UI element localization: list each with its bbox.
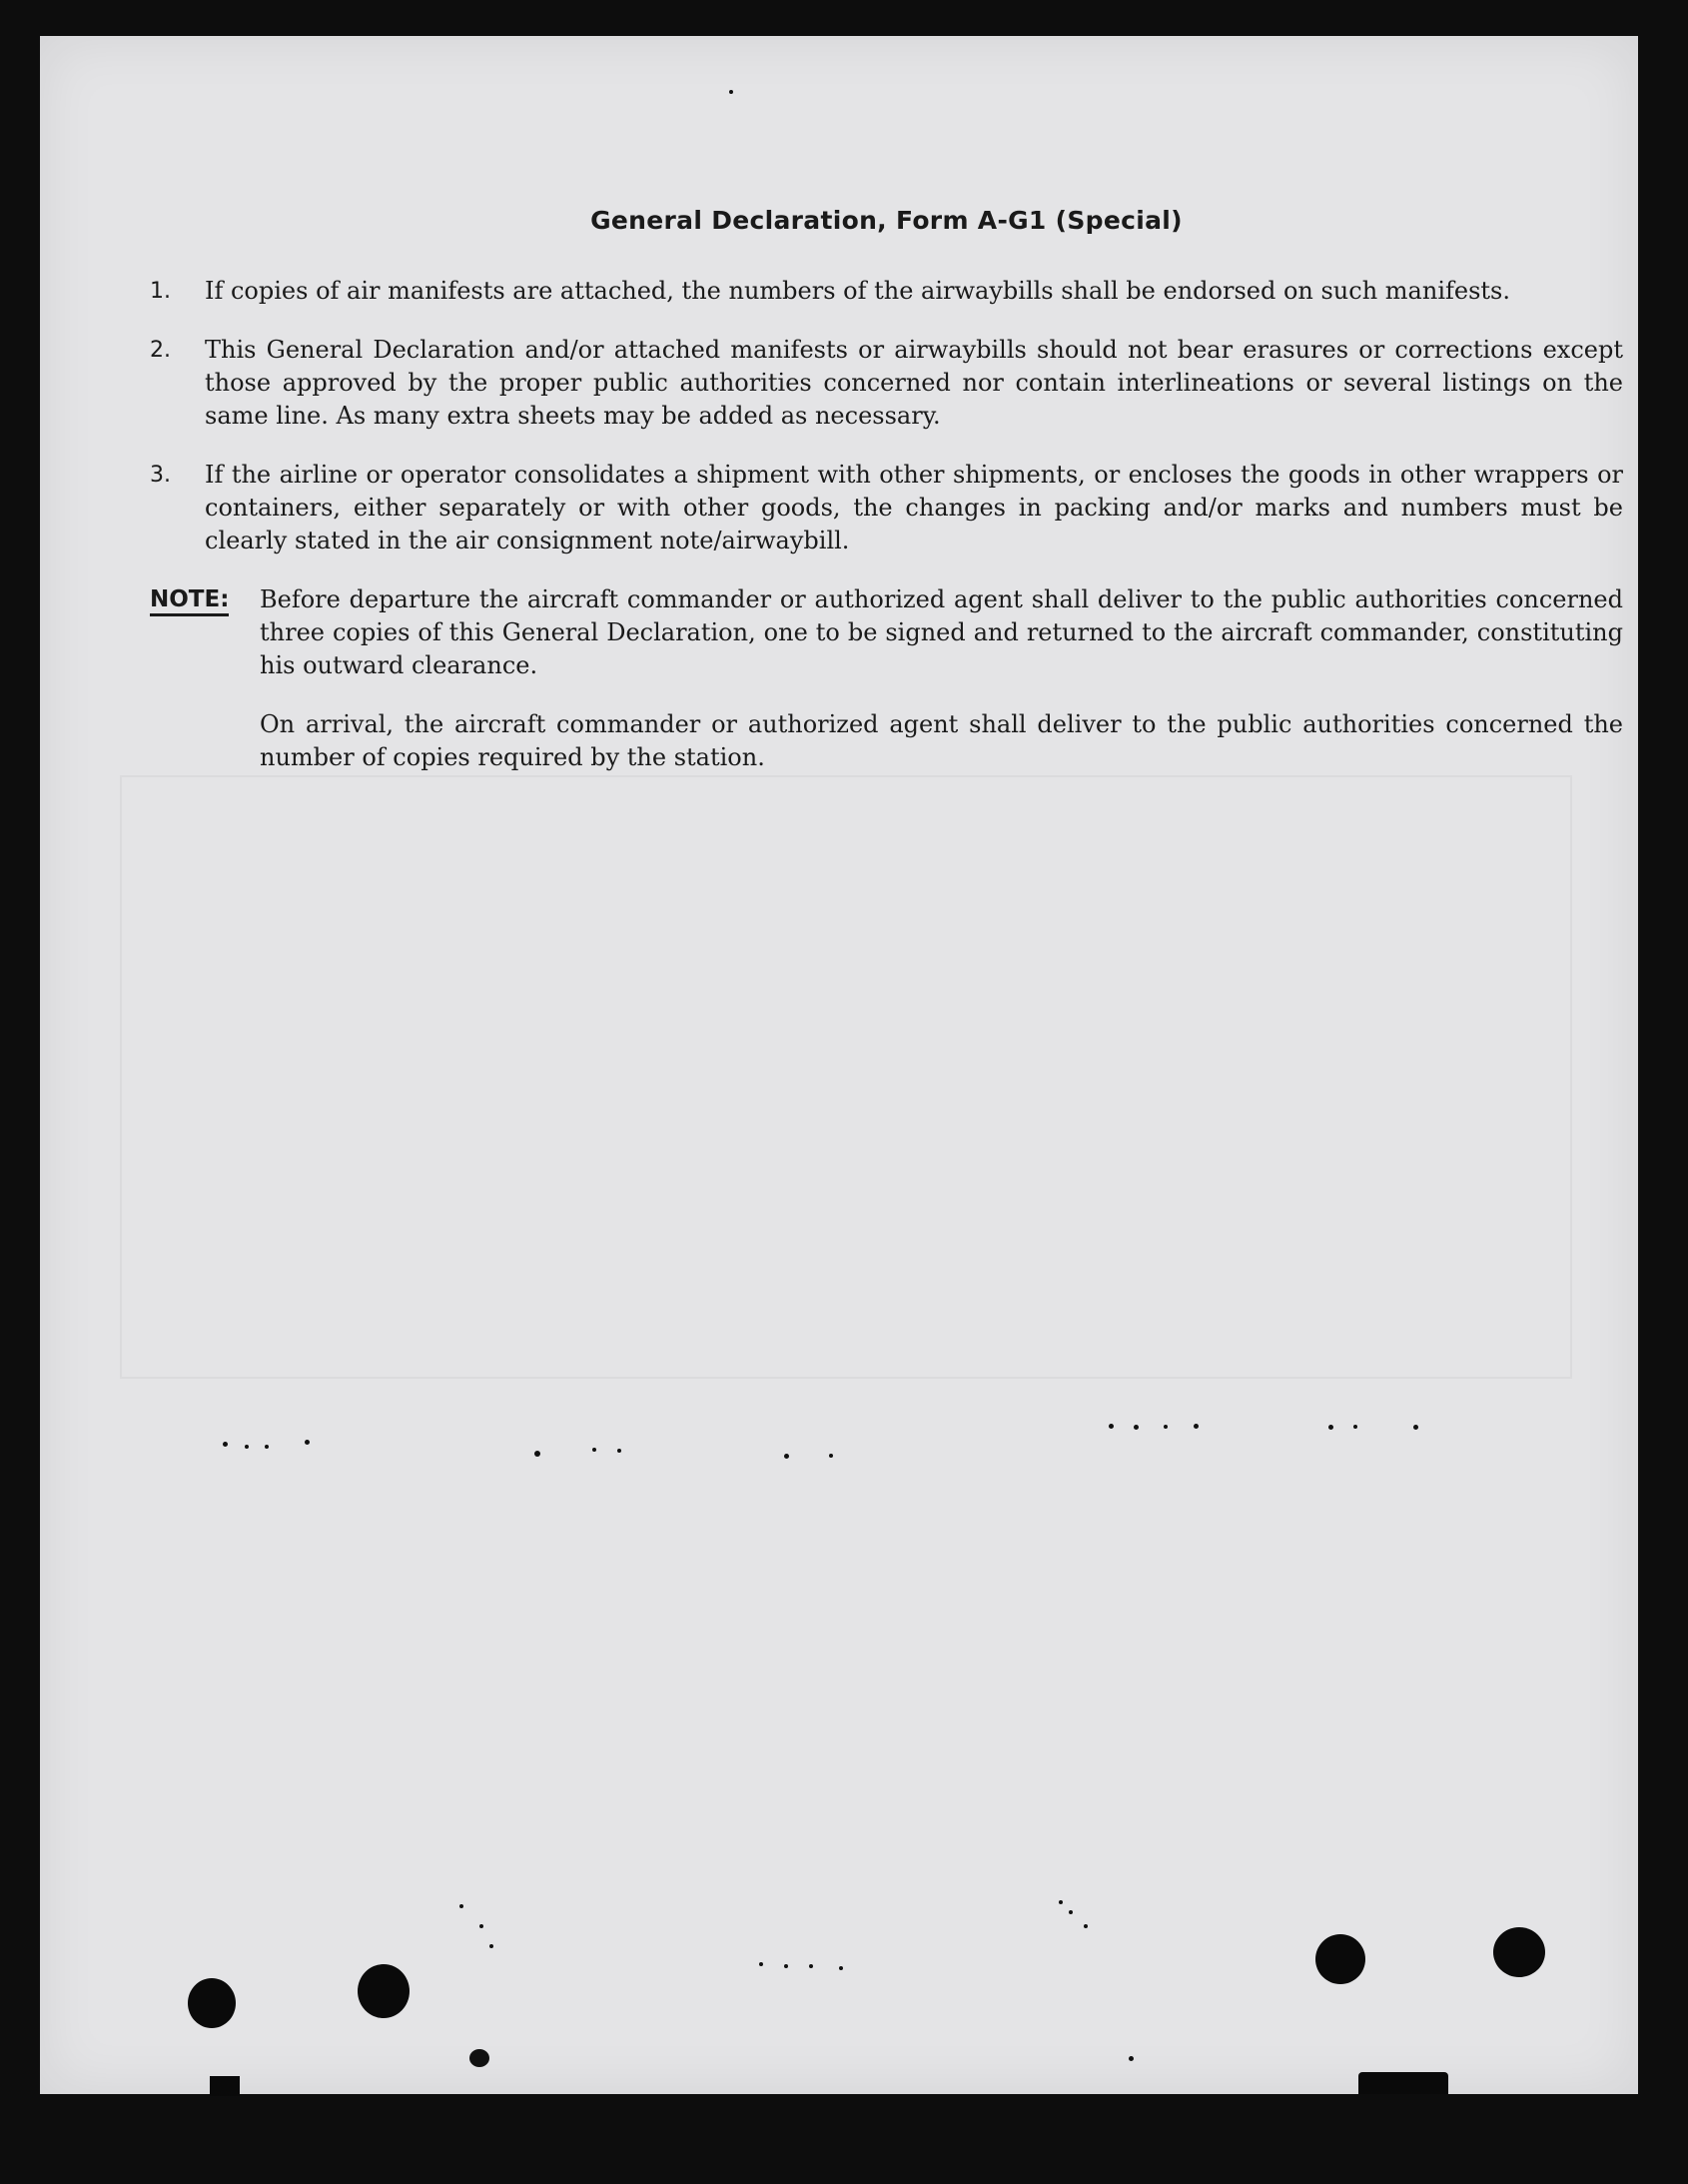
ink-speck bbox=[759, 1962, 763, 1966]
item-number: 2. bbox=[150, 338, 171, 363]
ink-speck bbox=[1069, 1910, 1073, 1914]
ink-speck bbox=[784, 1454, 789, 1459]
note-block bbox=[150, 583, 1623, 800]
scan-edge-artifact bbox=[210, 2076, 240, 2096]
ink-speck bbox=[305, 1440, 310, 1445]
ink-speck bbox=[829, 1454, 833, 1458]
note-paragraph: Before departure the aircraft commander or authorized agent shall deliver to the public authorities concerned three copies of this General Declaration, one to be signed and returned to the aircraft commander, constituting his outward clearance. bbox=[260, 585, 1623, 679]
ink-speck bbox=[459, 1904, 463, 1908]
ink-speck bbox=[1059, 1900, 1063, 1904]
instruction-item bbox=[150, 275, 1623, 308]
ink-speck bbox=[534, 1451, 540, 1457]
note-paragraph: On arrival, the aircraft commander or authorized agent shall deliver to the public authorities concerned the number of copies required by the station. bbox=[260, 710, 1623, 771]
item-number: 1. bbox=[150, 279, 171, 304]
document-page bbox=[40, 36, 1638, 2094]
ink-speck bbox=[1134, 1425, 1139, 1430]
ink-speck bbox=[1109, 1424, 1114, 1429]
ink-speck bbox=[265, 1445, 269, 1449]
ink-speck bbox=[784, 1964, 788, 1968]
instruction-item bbox=[150, 459, 1623, 557]
ink-speck bbox=[1164, 1425, 1168, 1429]
page-title: General Declaration, Form A-G1 (Special) bbox=[590, 206, 1183, 235]
ink-speck bbox=[592, 1448, 596, 1452]
ink-speck bbox=[809, 1964, 813, 1968]
ink-speck bbox=[1353, 1425, 1357, 1429]
note-label: NOTE: bbox=[150, 583, 260, 800]
punch-hole bbox=[358, 1964, 410, 2018]
ink-speck bbox=[223, 1442, 228, 1447]
ink-speck bbox=[1084, 1924, 1088, 1928]
ink-speck bbox=[469, 2049, 489, 2067]
ink-speck bbox=[1129, 2056, 1134, 2061]
instruction-item bbox=[150, 334, 1623, 433]
punch-hole bbox=[1493, 1927, 1545, 1977]
ink-speck bbox=[1328, 1425, 1333, 1430]
ink-speck bbox=[1413, 1425, 1418, 1430]
note-body bbox=[260, 583, 1623, 800]
item-text: If copies of air manifests are attached, the numbers of the airwaybills shall be endorsed on such manifests. bbox=[205, 277, 1510, 305]
ink-speck bbox=[729, 90, 733, 94]
ink-speck bbox=[1194, 1424, 1199, 1429]
ink-speck bbox=[489, 1944, 493, 1948]
instructions-section bbox=[150, 206, 1623, 800]
item-text: This General Declaration and/or attached manifests or airwaybills should not bear erasures or corrections except those approved by the proper public authorities concerned nor contain interlineations or several listings on the same line. As many extra sheets may be added as necessary. bbox=[205, 336, 1623, 430]
item-number: 3. bbox=[150, 463, 171, 488]
item-text: If the airline or operator consolidates a shipment with other shipments, or encloses the goods in other wrappers or containers, either separately or with other goods, the changes in packing and/or marks and numbers must be clearly stated in the air consignment note/airwaybill. bbox=[205, 461, 1623, 554]
punch-hole bbox=[188, 1978, 236, 2028]
ink-speck bbox=[617, 1449, 621, 1453]
punch-hole bbox=[1315, 1934, 1365, 1984]
ink-speck bbox=[839, 1966, 843, 1970]
ink-speck bbox=[479, 1924, 483, 1928]
scan-edge-artifact bbox=[1358, 2072, 1448, 2094]
ink-speck bbox=[245, 1445, 249, 1449]
